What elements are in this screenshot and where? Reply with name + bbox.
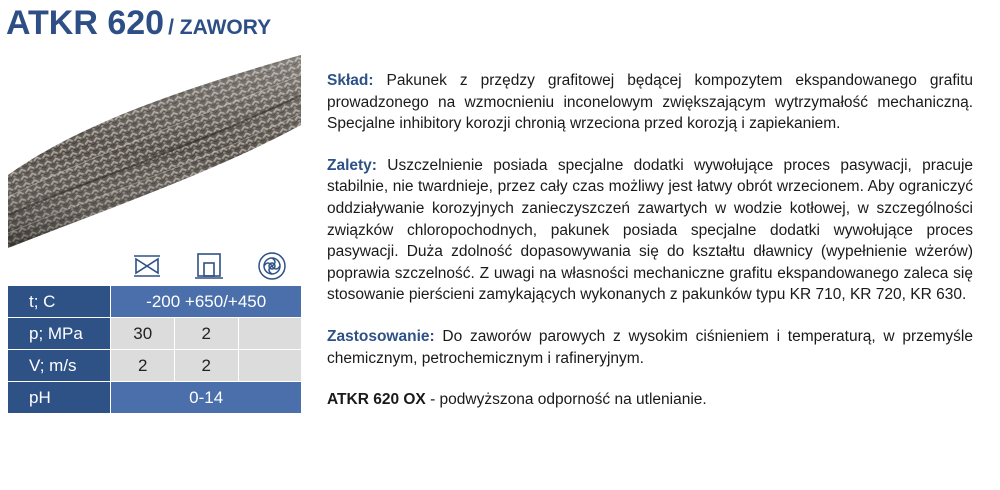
cell-value: 30 <box>111 318 175 350</box>
section-zastosowanie <box>327 326 973 369</box>
row-value: -200 +650/+450 <box>111 286 301 318</box>
application-icons <box>113 250 301 282</box>
row-label: t; C <box>8 286 111 318</box>
variant-name: ATKR 620 OX <box>327 391 426 409</box>
piston-icon <box>193 250 225 282</box>
section-heading: Zalety: <box>327 156 377 174</box>
product-name: ATKR 620 <box>6 4 165 42</box>
table-row-speed <box>8 350 301 382</box>
description <box>327 70 973 411</box>
section-text: Uszczelnienie posiada specjalne dodatki wywołujące proces pasywacji, pracuje stabilnie, nie twardnieje, przez cały czas możliwy jest łatwy obrót wrzecionem. Aby ograniczyć oddziaływanie korozyjnych zanieczyszczeń zawartych w wodzie kotłowej, w szczególności związków chloropochodnych, pakunek posiada specjalne dodatki wywołujące proces pasywacji. Duża zdolność dopasowywania się do kształtu dławnicy (wypełnienie wżerów) poprawia szczelność. Z uwagi na własności mechaniczne grafitu ekspandowanego zaleca się stosowanie pierścieni zamykających wykonanych z pakunków typu KR 710, KR 720, KR 630. <box>327 156 974 304</box>
section-text: Do zaworów parowych z wysokim ciśnieniem i temperaturą, w przemyśle chemicznym, petrochemicznym i rafineryjnym. <box>327 327 973 367</box>
row-label: V; m/s <box>8 350 111 382</box>
table-row-ph <box>8 382 301 414</box>
cell-value: 2 <box>111 350 175 382</box>
page-title <box>6 4 271 43</box>
section-text: Pakunek z przędzy grafitowej będącej kompozytem ekspandowanego grafitu prowadzonego na wzmocnieniu inconelowym zwiększającym wytrzymałość mechaniczną. Specjalne inhibitory korozji chronią wrzeciona przed korozją i zapiekaniem. <box>327 72 974 133</box>
row-label: pH <box>8 382 111 414</box>
product-category: / ZAWORY <box>168 16 272 39</box>
cell-value <box>239 318 301 350</box>
section-zalety <box>327 155 973 306</box>
cell-value: 2 <box>175 318 239 350</box>
table-row-temperature <box>8 286 301 318</box>
row-value: 0-14 <box>111 382 301 414</box>
section-sklad <box>327 70 973 135</box>
cell-value: 2 <box>175 350 239 382</box>
cell-value <box>239 350 301 382</box>
section-variant <box>327 389 973 411</box>
section-heading: Zastosowanie: <box>327 327 435 345</box>
product-photo <box>8 55 301 248</box>
valve-icon <box>131 250 163 282</box>
variant-text: - podwyższona odporność na utlenianie. <box>430 391 707 409</box>
pump-icon <box>256 250 288 282</box>
table-row-pressure <box>8 318 301 350</box>
row-label: p; MPa <box>8 318 111 350</box>
properties-table <box>8 286 301 414</box>
section-heading: Skład: <box>327 72 374 89</box>
